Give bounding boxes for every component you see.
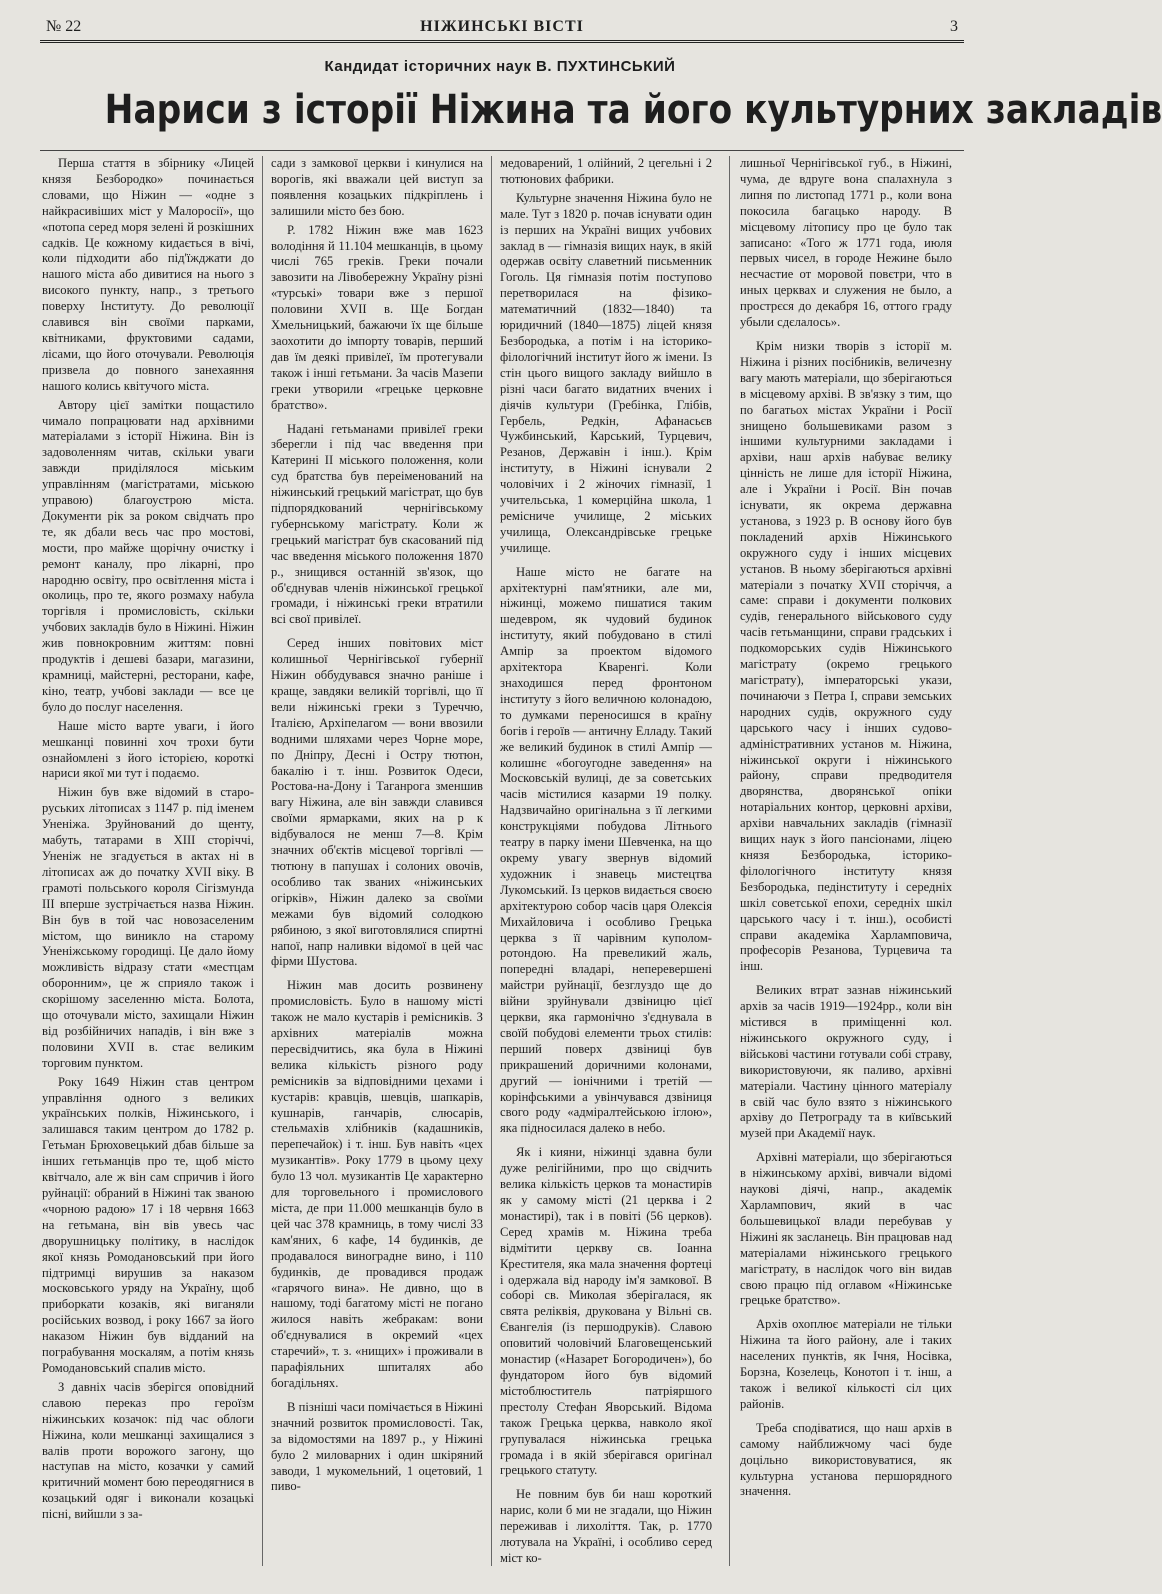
column-divider — [262, 156, 263, 1566]
paragraph: Культурне значення Ніжина було не мале. Тут з 1820 р. почав існувати один із перших на Україні вищих учбових заклад в — гімназія вищих наук, в якій одержав освіту славетний письменник Гоголь. Ця гімназія потім поступово перетворилася на фізико-математичний (1832—1840) та юридичний (1840—1875) ліцей князя Безбородька, а потім і на історико-філологічний інститут його ж імени. Із стін цього вищого закладу вийшло в різні часи багато видатних вчених і діячів культури (Гребінка, Глібів, Гербель, Редкін, Афанасьєв Чужбинський, Карський, Турцевич, Резанов, Державін і інш.). Крім інституту, в Ніжині існували 2 чоловічих і 2 жіночих гімназії, 1 учительська, 1 комерційна школа, 1 ремісниче училище, 2 міських училища, Олександрівське грецьке училище. — [500, 190, 712, 555]
paragraph: Великих втрат зазнав ніжинський архів за часів 1919—1924рр., коли він містився в приміщенні кол. ніжинського окружного суду, і військові частини готували собі страву, використовуючи, як паливо, архівні матеріали. Частину цінного матеріалу в свій час було взято з ніжинського архіву до Петрограду та в київський музей при Академії наук. — [740, 983, 952, 1141]
paragraph: Серед інших повітових міст колишньої Чернігівської губернії Ніжин оббудувався значно раніше і краще, завдяки великій торгівлі, що її вели ніжинські греки з Туреччю, Італією, Архіпелагом — вони ввозили водними шляхами через Чорне море, по Дніпру, Десні і Остру тютюн, бакалію і т. інш. Розвиток Одеси, Ростова-на-Дону і Таганрога зменшив вагу Ніжина, але він завжди славився своїми ярмарками, яких на р к відбувалося не менш 7—8. Крім значних об'єктів місцевої торгівлі — тютюну в папушах і солоних овочів, особливо так званих «ніжинських огірків», Ніжин далеко за своїми межами був відомий солодкою рябиною, з якої виготовлялися спиртні напої, напр наливки відомої в цей час фірми Шустова. — [271, 636, 483, 969]
paragraph: Перша стаття в збірнику «Лицей князя Безбородко» починається словами, що Ніжин — «одне з найкрасивіших міст у Малоросії», що «потопа серед моря зелені й розкішних садків. Це кожному кидається в вічі, коли підходити або під'їжджати до нашого міста або дивитися на нього з високого пункту, напр., з третього поверху Інституту. До революції славився він своїми парками, квітниками, фруктовими садами, лісами, що його оточували. Революція призвела до повного занехаяння нашого колись квітучого міста. — [42, 156, 254, 393]
paragraph: медоварений, 1 олійний, 2 цегельні і 2 тютюнових фабрики. — [500, 156, 712, 186]
article-byline: Кандидат історичних наук В. ПУХТИНСЬКИЙ — [324, 58, 676, 75]
paragraph: З давніх часів зберігся оповідний славою переказ про героїзм ніжинських козачок: під час облоги Ніжина, коли мешканці захищалися з валів проти ворожого загону, що наступав на місто, козачки у самий критичний момент бою переодягнися в козацький одяг і виконали козацькі пісні, вийшли з за- — [42, 1379, 254, 1522]
paragraph: Року 1649 Ніжин став центром управління одного з великих українських полків, Ніжинського, і залишався таким центром до 1782 р. Гетьман Брюховецький дбав більше за інших гетьманців про те, щоб місто квітчало, але ж він сам спричив і його руйнації: обраний в Ніжині так званою «чорною радою» 17 і 18 червня 1663 на гетьмана, він вів увесь час дворушницьку політику, в наслідок якої князь Ромодановський при його підтримці вирушив за наказом московського уряду на Україну, щоб приборкати козаків, які виганяли російських возвод, і року 1667 за його наказом Ніжин був відданий на пограбування москалям, а потім князь Ромодановський спалив місто. — [42, 1074, 254, 1375]
article-column-2 — [271, 156, 483, 1566]
paragraph: Архівні матеріали, що зберігаються в ніжинському архіві, вивчали відомі наукові діячі, напр., академік Харлампович, який в час большевицької влади перебував у Ніжині як засланець. Він працював над матеріалами ніжинського грецького магістрату, в наслідок чого він видав свою працю під оглавом «Ніжинське грецьке братство». — [740, 1150, 952, 1308]
paragraph: Крім низки творів з історії м. Ніжина і різних посібників, величезну вагу мають матеріали, що зберігаються в місцевому архіві. В зв'язку з тим, що по багатьох містах України і Росії знищено большевиками разом з іншими культурними закладами і архіви, наш архів набуває велику цінність не лише для історії Ніжина, але і України і Росії. Він почав існувати, як окрема державна установа, з 1923 р. В основу його був покладений архів Ніжинського окружного суду і інших місцевих установ. В ньому зберігаються архівні матеріали з початку XVII сторіччя, а саме: справи і документи полкових судів, генерального військового суду часів гетьманщини, справи градських і подкоморських судів Ніжинського магістрату (окремо грецького магістрату), імператорські укази, починаючи з Петра І, справи земських народних судів, окружного суду царського часу і інших судово-адміністративних установ м. Ніжина, ніжинської округи і ніжинського району, справи предводителя дворянства, дворянської опіки нотаріальних контор, церковні архіви, архіви навчальних закладів (гімназії вищих наук з його пансіонами, ліцею князя Безбородька, історико-філологічного інституту князя Безбородька, педінституту і середніх шкіл советської епохи, середніх шкіл царського часу і т. інш.), особисті справи академіка Харламповича, професорів Резанова, Турцевича та інш. — [740, 338, 952, 974]
column-divider — [729, 156, 730, 1566]
paragraph: Ніжин був вже відомий в староруських літописах з 1147 р. під іменем Уненіжа. Зруйнований до щенту, мабуть, татарами в XIII сторіччі, Уненіж не згадується в актах ні в літописах аж до початку XVII віку. В грамоті польського короля Сігізмунда III вперше зустрічається назва Ніжин. Він був в той час новозаселеним містом, що виникло на старому Уненіжському городищі. Це дало йому можливість відразу стати «местцам оборонним», це ж сприяло також і скорішому заселенню міста. Болота, що оточували місто, захищали Ніжин від розбійничих нападів, і він вже з половини XVII в. стає великим торговим пунктом. — [42, 785, 254, 1070]
paragraph: Наше місто не багате на архітектурні пам'ятники, але ми, ніжинці, можемо пишатися таким шедевром, як чудовий будинок інституту, який побудовано в стилі Ампір за проектом відомого архітектора Кваренгі. Коли знаходишся перед фронтоном інституту з його величною колонадою, то думками переносишся в країну богів і героїв — античну Елладу. Такий же великий будинок в стилі Ампір — колишнє «богоугодне заведення» на Московській вулиці, де за советських часів містилися казарми 19 полку. Надзвичайно оригінальна з її легкими конструкціями побудова Літнього театру в парку імени Шевченка, на що окрему увагу звернув відомий художник і знавець мистецтва Лукомський. Із церков видається своєю архітектурою собор часів царя Олексія Михайловича і особливо Грецька церква з її чарівним куполом-ротондою. На превеликий жаль, попередні владарі, неперевершені майстри руйнації, безглуздо ще до війни зруйнували дзвіницю цієї церкви, яка гармонічно з'єднувала в своїй побудові елементи трьох стилів: перший поверх дзвіниці був прикрашений доричними колонами, другий — іонічними і третій — корінфськими а увінчувався дзвіниця свого роду «адміралтейською іглою», яка підносилася далеко в небо. — [500, 564, 712, 1136]
issue-number: № 22 — [46, 18, 82, 35]
article-title: Нариси з історії Ніжина та його культурних закладів — [104, 87, 1162, 133]
paragraph: Наше місто варте уваги, і його мешканці повинні хоч трохи бути ознайомлені з його історією, короткі нариси якої ми тут і подаємо. — [42, 718, 254, 781]
paragraph: Р. 1782 Ніжин вже мав 1623 володіння й 11.104 мешканців, в цьому числі 765 греків. Греки почали завозити на Лівобережну Україну різні «турські» товари вже з першої половини XVII в. Ще Богдан Хмельницький, бажаючи їх ще більше заохотити до імпорту товарів, перший дав їм деякі привілеї, їм протегували також і інші гетьмани. За часів Мазепи греки утворили «грецьке церковне братство». — [271, 222, 483, 412]
paragraph: лишньої Чернігівської губ., в Ніжині, чума, де вдруге вона спалахнула з липня по листопад 1771 р., коли вона покосила багацько народу. В місцевому літопису про це було так записано: «Того ж 1771 года, июля первых чисел, в городе Нежине было несчастие от моровой повєтри, что в иных церквах и служения не было, а прострєся до декабря 16, оттого граду убыли сдєлалось». — [740, 156, 952, 330]
paragraph: Треба сподіватися, що наш архів в самому найближчому часі буде доцільно використовуватися, як культурна установа першорядного значення. — [740, 1420, 952, 1499]
paragraph: Архів охоплює матеріали не тільки Ніжина та його району, але і таких населених пунктів, як Ічня, Носівка, Борзна, Козелець, Конотоп і т. інш, а також і великої кількості сіл цих районів. — [740, 1317, 952, 1411]
title-rule — [40, 150, 964, 151]
paragraph: Автору цієї замітки пощастило чимало попрацювати над архівними матеріалами з історії Ніжина. Він із задоволенням читав, скільки уваги завжди приділялося міським управлінням (магістратами, міською управою) благоустрою міста. Документи рік за роком свідчать про те, як дбали весь час про мостові, мости, про майже щорічну очистку і ремонт каналу, про лікарні, про народню освіту, про освітлення міста і околиць, про те, якого розмаху набула торгівля і промисловість, скільки учбових закладів було в Ніжині. Ніжин жив повнокровним життям: повні продуктів і дешеві базари, магазини, крамниці, майстерні, ресторани, кафе, кіно, театр, учбові заклади — все це було до послуг населення. — [42, 397, 254, 714]
paragraph: сади з замкової церкви і кинулися на ворогів, які вважали цей виступ за появлення козацьких підкріплень і залишили місто без бою. — [271, 156, 483, 218]
column-divider — [491, 156, 492, 1566]
paragraph: Ніжин мав досить розвинену промисловість. Було в нашому місті також не мало кустарів і ремісників. З архівних матеріалів можна пересвідчитись, яка була в Ніжині велика кількість різного роду ремісників за відповідними цехами і кустарів: кравців, шевців, шапкарів, кушнарів, ганчарів, слюсарів, стельмахів хлібників (кадашників, перепечайок) і т. інш. Був навіть «цех музикантів». Року 1779 в цьому цеху було 13 чол. музикантів Це характерно для торговельного і промислового міста, де при 11.000 мешканців було в цей час 378 крамниць, в тому числі 33 кам'яних, 6 кафе, 14 будинків, де продавалося виноградне вино, і 110 будинків, де провадився продаж «гарячого вина». Не дивно, що в нашому, тоді багатому місті не погано жилося навіть жебракам: вони об'єднувалися в окремий «цех старечий», т. з. «нищих» і проживали в парафіяльних шпиталях або богадільнях. — [271, 978, 483, 1390]
paragraph: В пізніші часи помічається в Ніжині значний розвиток промисловості. Так, за відомостями на 1897 р., у Ніжині було 2 миловарних і один шкіряний заводи, 1 мукомельний, 1 оцетовий, 1 пиво- — [271, 1399, 483, 1494]
newspaper-name: НІЖИНСЬКІ ВІСТІ — [420, 18, 584, 35]
page-number: 3 — [950, 18, 958, 35]
article-column-3 — [500, 156, 712, 1566]
paragraph: Надані гетьманами привілеї греки зберегли і під час введення при Катерині II міського положення, коли суд братства був переіменований на ніжинський грецький магістрат, що був підпорядкований чернігівському губернському магістрату. Коли ж грецький магістрат був скасований під час введення міського положення 1870 р., знищився останній зв'язок, що об'єднував членів ніжинської грецької громади, і ніжинські греки втратили всі свої привілеї. — [271, 421, 483, 627]
article-column-1 — [42, 156, 254, 1566]
article-column-4 — [740, 156, 952, 1566]
page-header — [40, 16, 964, 43]
paragraph: Як і кияни, ніжинці здавна були дуже релігійними, про що свідчить велика кількість церков та монастирів як у самому місті (21 церква і 2 монастирі), так і в повіті (56 церков). Серед храмів м. Ніжина треба відмітити церкву св. Іоанна Крестителя, яка мала значення фортеці і одержала від народу ім'я замкової. В соборі св. Миколая зберігалася, як свята реліквія, друкована у Вільні св. Євангелія (із першодруків). Славою оповитий чоловічий Благовещенський монастир («Назарет Богородичен»), бо фундатором його був відомий містоблюститель патріяршого престолу Стефан Яворський. Відома також Грецька церква, навколо якої групувалася ніжинська грецька громада і в якій зберігався оригінал грецького статуту. — [500, 1145, 712, 1478]
paragraph: Не повним був би наш короткий нарис, коли б ми не згадали, що Ніжин переживав і лихоліття. Так, р. 1770 лютувала на Україні, і особливо серед міст ко- — [500, 1487, 712, 1565]
